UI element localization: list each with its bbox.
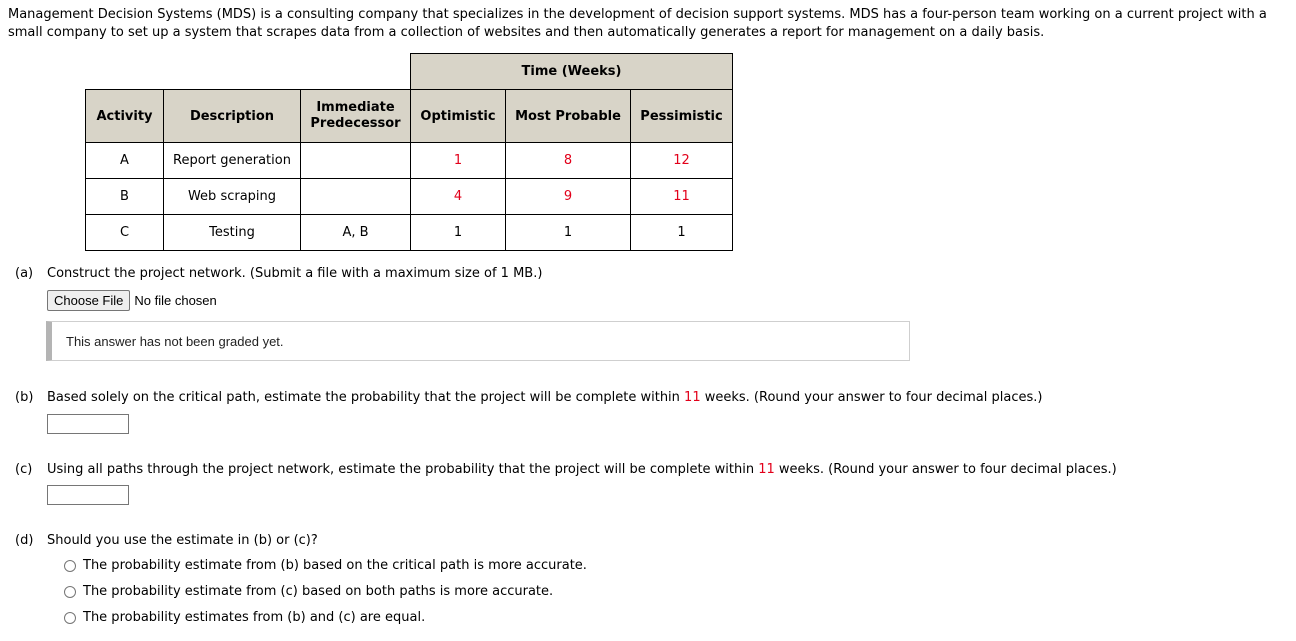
pessimistic-cell: 1	[631, 215, 733, 251]
most-probable-cell: 1	[506, 215, 631, 251]
activity-cell: C	[86, 215, 164, 251]
problem-intro: Management Decision Systems (MDS) is a consulting company that specializes in the development of decision support systems. MDS has a four-person team working on a current project with a small company to set up a system that scrapes data from a collection of websites and then automatically generates a report for management on a daily basis.	[8, 7, 1267, 40]
part-c-text-after: weeks. (Round your answer to four decimal places.)	[774, 462, 1117, 477]
predecessor-cell: A, B	[301, 215, 411, 251]
most-probable-header: Most Probable	[506, 90, 631, 143]
part-b-text-before: Based solely on the critical path, estimate the probability that the project will be complete within	[47, 390, 685, 405]
predecessor-cell	[301, 179, 411, 215]
part-c-answer-input[interactable]	[47, 485, 129, 505]
radio-option-label: The probability estimate from (c) based on both paths is more accurate.	[83, 584, 554, 599]
part-a-question	[15, 266, 542, 281]
file-upload	[47, 290, 217, 311]
radio-option[interactable]	[64, 558, 587, 573]
most-probable-cell: 8	[506, 143, 631, 179]
optimistic-cell: 4	[411, 179, 506, 215]
part-a-label: (a)	[15, 266, 34, 281]
pessimistic-cell: 12	[631, 143, 733, 179]
activity-cell: B	[86, 179, 164, 215]
optimistic-cell: 1	[411, 143, 506, 179]
activity-table	[85, 53, 733, 251]
activity-header: Activity	[86, 90, 164, 143]
part-c-text-before: Using all paths through the project network, estimate the probability that the project will be complete within	[47, 462, 759, 477]
predecessor-cell	[301, 143, 411, 179]
table-row	[86, 215, 733, 251]
description-cell: Testing	[164, 215, 301, 251]
part-d-question	[15, 533, 318, 548]
radio-option[interactable]	[64, 584, 553, 599]
activity-cell: A	[86, 143, 164, 179]
description-header: Description	[164, 90, 301, 143]
predecessor-header: Immediate Predecessor	[301, 90, 411, 143]
description-cell: Report generation	[164, 143, 301, 179]
optimistic-cell: 1	[411, 215, 506, 251]
radio-button[interactable]	[64, 586, 76, 598]
radio-option[interactable]	[64, 610, 425, 625]
pessimistic-cell: 11	[631, 179, 733, 215]
table-row	[86, 143, 733, 179]
part-d-text: Should you use the estimate in (b) or (c)?	[47, 533, 318, 548]
part-b-answer-input[interactable]	[47, 414, 129, 434]
most-probable-cell: 9	[506, 179, 631, 215]
radio-option-label: The probability estimates from (b) and (c) are equal.	[83, 610, 426, 625]
no-file-text: No file chosen	[134, 293, 217, 308]
radio-button[interactable]	[64, 612, 76, 624]
radio-button[interactable]	[64, 560, 76, 572]
table-row	[86, 179, 733, 215]
optimistic-header: Optimistic	[411, 90, 506, 143]
part-b-label: (b)	[15, 390, 34, 405]
description-cell: Web scraping	[164, 179, 301, 215]
part-b-text-after: weeks. (Round your answer to four decimal places.)	[700, 390, 1043, 405]
part-a-text: Construct the project network. (Submit a file with a maximum size of 1 MB.)	[47, 266, 543, 281]
part-c-weeks: 11	[758, 462, 775, 477]
part-b-weeks: 11	[684, 390, 701, 405]
pessimistic-header: Pessimistic	[631, 90, 733, 143]
choose-file-button[interactable]: Choose File	[47, 290, 130, 311]
time-weeks-header: Time (Weeks)	[411, 54, 733, 90]
part-b-question	[15, 390, 1042, 405]
radio-option-label: The probability estimate from (b) based on the critical path is more accurate.	[83, 558, 587, 573]
graded-notice: This answer has not been graded yet.	[46, 321, 910, 361]
part-d-label: (d)	[15, 533, 34, 548]
part-c-question	[15, 462, 1117, 477]
part-c-label: (c)	[15, 462, 33, 477]
